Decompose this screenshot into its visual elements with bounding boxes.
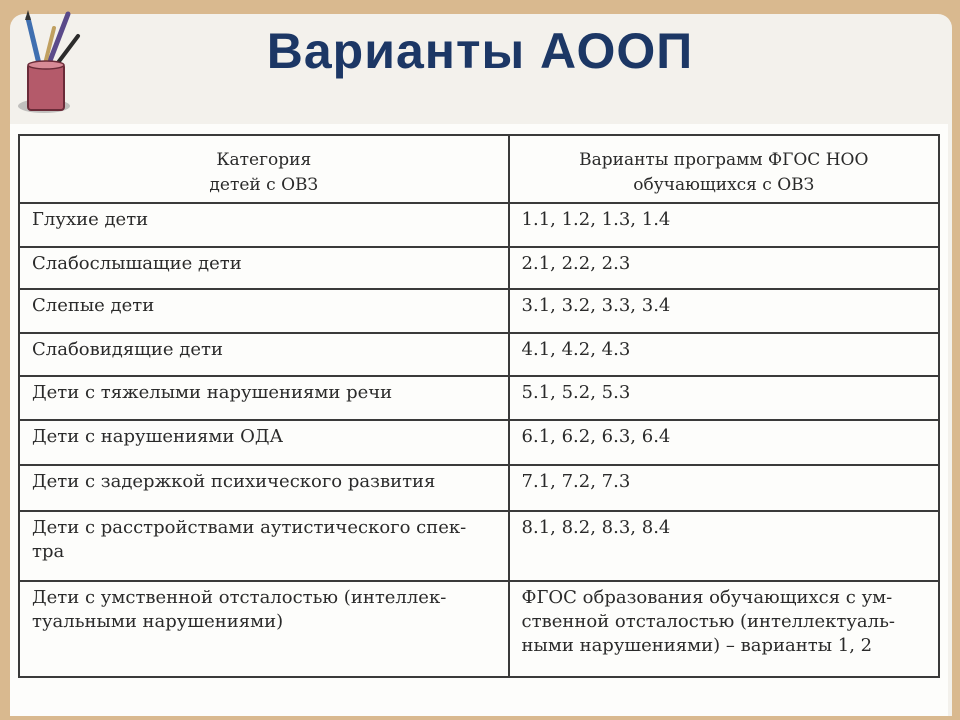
header-category-line2: детей с ОВЗ — [209, 175, 319, 195]
variants-cell: 6.1, 6.2, 6.3, 6.4 — [509, 420, 939, 465]
table-row — [19, 465, 939, 511]
category-cell: Слепые дети — [19, 289, 509, 333]
table-row — [19, 511, 939, 581]
table-row — [19, 376, 939, 420]
variants-cell: 1.1, 1.2, 1.3, 1.4 — [509, 203, 939, 247]
variants-cell: 4.1, 4.2, 4.3 — [509, 333, 939, 376]
page-title: Варианты АООП — [266, 23, 694, 79]
category-cell: Дети с умственной отсталостью (интеллек-туальными нарушениями) — [19, 581, 509, 677]
category-cell: Дети с тяжелыми нарушениями речи — [19, 376, 509, 420]
aoop-variants-table — [18, 134, 940, 678]
header-programs-line1: Варианты программ ФГОС НОО — [579, 150, 869, 170]
variants-cell: 2.1, 2.2, 2.3 — [509, 247, 939, 289]
scanned-document — [10, 124, 948, 716]
category-cell: Слабовидящие дети — [19, 333, 509, 376]
category-cell: Дети с расстройствами аутистического спек-тра — [19, 511, 509, 581]
table-header-row — [19, 135, 939, 203]
category-cell: Слабослышащие дети — [19, 247, 509, 289]
header-programs — [509, 135, 939, 203]
category-cell: Дети с нарушениями ОДА — [19, 420, 509, 465]
table-row — [19, 289, 939, 333]
variants-cell: 5.1, 5.2, 5.3 — [509, 376, 939, 420]
table-row — [19, 581, 939, 677]
category-cell: Глухие дети — [19, 203, 509, 247]
variants-cell: 3.1, 3.2, 3.3, 3.4 — [509, 289, 939, 333]
category-cell: Дети с задержкой психического развития — [19, 465, 509, 511]
table-row — [19, 420, 939, 465]
header-category — [19, 135, 509, 203]
header-programs-line2: обучающихся с ОВЗ — [633, 175, 815, 195]
table-row — [19, 203, 939, 247]
variants-cell: 8.1, 8.2, 8.3, 8.4 — [509, 511, 939, 581]
table-row — [19, 333, 939, 376]
variants-cell: ФГОС образования обучающихся с ум-ственной отсталостью (интеллектуаль-ными нарушениями) – варианты 1, 2 — [509, 581, 939, 677]
variants-cell: 7.1, 7.2, 7.3 — [509, 465, 939, 511]
table-row — [19, 247, 939, 289]
header-category-line1: Категория — [216, 150, 312, 170]
